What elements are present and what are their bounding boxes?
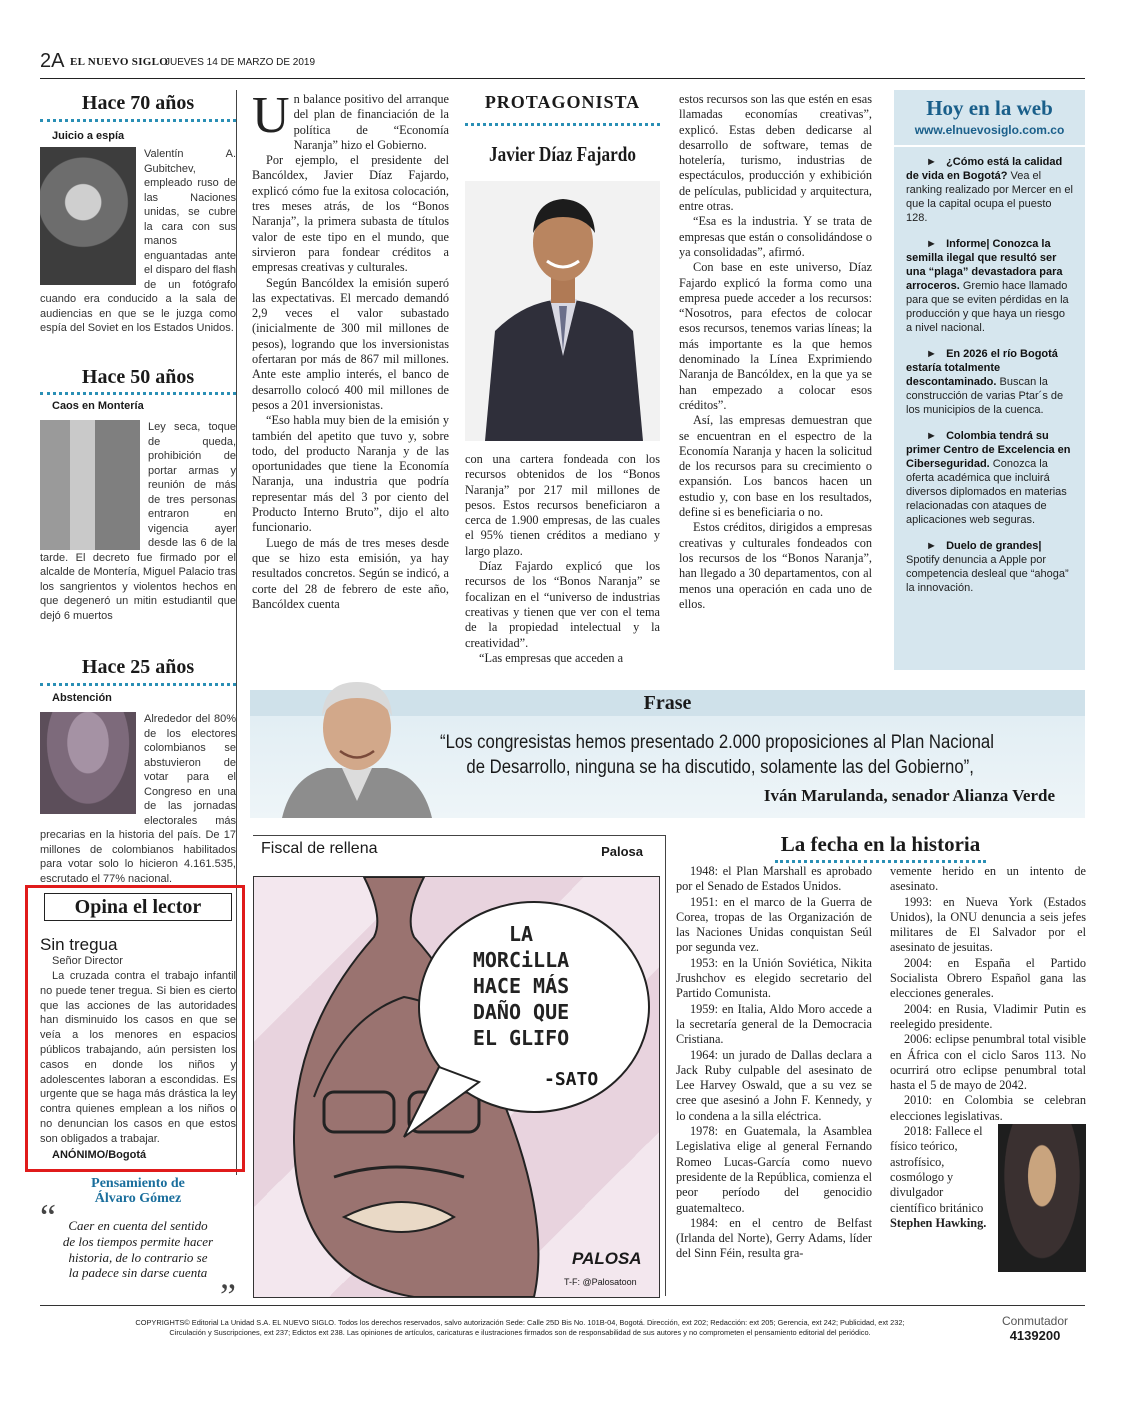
article-paragraph: “Esa es la industria. Y se trata de empresas que están o consolidándose o ya consolidadas”, afirmó. — [679, 214, 872, 259]
opina-signature: ANÓNIMO/Bogotá — [52, 1148, 147, 1161]
bubble-line: HACE MÁS — [472, 974, 570, 998]
pensamiento-title-2: Álvaro Gómez — [94, 1191, 182, 1206]
opina-text: La cruzada contra el trabajo infantil no puede tener tregua. Si bien es cierto que las acciones de las autoridades han disminuido los casos en que se veía a los menores en espacios públicos trabajando, aún persisten los casos en donde los niños y adolescentes laboran a escondidas. Es urgente que se haga más drástica la ley contra quienes emplean a los niños o no denuncian los casos en que estos son obligados a trabajar. — [40, 970, 236, 1145]
hace-70-section — [40, 92, 236, 336]
cartoon-artist: Palosa — [601, 844, 643, 859]
protagonista-box — [465, 92, 660, 441]
opina-headline: Sin tregua — [40, 935, 118, 954]
historia-column-2 — [890, 864, 1086, 1272]
hace-70-title: Hace 70 años — [40, 92, 236, 122]
pensamiento-section — [40, 1176, 236, 1317]
cartoon-title: Fiscal de rellena — [261, 840, 378, 857]
historia-item: 2018: Fallece el físico teórico, astrofísico, cosmólogo y divulgador científico británico — [890, 1124, 984, 1215]
hace-25-subtitle: Abstención — [52, 692, 112, 704]
frase-portrait — [282, 676, 432, 818]
cartoon-credit: T-F: @Palosatoon — [564, 1277, 637, 1287]
publication-date: JUEVES 14 DE MARZO DE 2019 — [165, 57, 316, 68]
frase-author: Iván Marulanda, senador Alianza Verde — [763, 786, 1055, 805]
cartoon-panel — [253, 876, 660, 1298]
article-paragraph: “Eso habla muy bien de la emisión y también del apetito que tuvo y, sobre todo, del producto Naranja y de las oportunidades que tiene la Economía Naranja, una industria que podría representar más del 3 por ciento del Producto Interno Bruto”, dijo el alto funcionario. — [252, 413, 449, 535]
spy-photo — [40, 147, 136, 285]
frase-line-1: “Los congresistas hemos presentado 2.000 proposiciones al Plan Nacional — [440, 732, 994, 753]
web-item[interactable]: ► Colombia tendrá su primer Centro de Excelencia en Ciberseguridad. Conozca la oferta académica que incluirá diversos diplomados en materias relacionadas con ataques de aplicaciones web seguras. — [906, 430, 1071, 526]
article-column-2 — [465, 452, 660, 666]
hoy-en-la-web — [894, 90, 1085, 670]
footer — [40, 1305, 1085, 1343]
hace-70-subtitle: Juicio a espía — [52, 130, 125, 142]
historia-item: 1978: en Guatemala, la Asamblea Legislativa elige al general Fernando Romeo Lucas-García como nuevo presidente de la República, comienza el peor período del genocidio guatemalteco. — [676, 1124, 872, 1215]
historia-title: La fecha en la historia — [775, 832, 987, 863]
close-quote-mark: ” — [220, 1276, 236, 1317]
arrow-icon: ► — [926, 348, 937, 360]
opina-el-lector — [40, 893, 236, 1161]
historia-item: 2004: en España el Partido Socialista Obrero Español gana las elecciones generales. — [890, 955, 1086, 1001]
article-paragraph: Así, las empresas demuestran que se encuentran en el espectro de la Economía Naranja y hacen la solicitud de los recursos para su crecimiento o expansión. Los bancos hacen un estudio y, con base en los resultados, define si es beneficiaria o no. — [679, 413, 872, 520]
paper-name: EL NUEVO SIGLO — [70, 56, 169, 68]
historia-item: 2006: eclipse penumbral total visible en África con el ciclo Saros 113. No ocurrirá otro eclipse penumbral total hasta el 5 de mayo de 2042. — [890, 1032, 1086, 1093]
hace-25-section — [40, 656, 236, 886]
article-paragraph: Díaz Fajardo explicó que los recursos de los “Bonos Naranja” se focalizan en el “universo de industrias creativas y tienen que ver con el tema de la propiedad intelectual y la creatividad”. — [465, 559, 660, 650]
conmutador-number: 4139200 — [1009, 1328, 1061, 1343]
frase-line-2: de Desarrollo, ninguna se ha discutido, solamente las del Gobierno”, — [466, 757, 974, 778]
historia-item: 1953: en la Unión Soviética, Nikita Jrushchov es elegido secretario del Partido Comunista. — [676, 955, 872, 1001]
opina-title: Opina el lector — [44, 893, 232, 921]
historia-column-1 — [676, 864, 872, 1262]
article-column-3 — [679, 92, 872, 612]
footer-copyright: COPYRIGHTS© Editorial La Unidad S.A. EL NUEVO SIGLO. Todos los derechos reservados, salvo autorización Sede: Calle 25D Bis No. 101B-04, Bogotá. Dirección, ext 202; Redacción: ext 205; Gerencia, ext 242; Publicidad, ext 232; — [135, 1318, 905, 1327]
web-title: Hoy en la web — [926, 96, 1053, 120]
historia-name: Stephen Hawking. — [890, 1215, 987, 1230]
historia-item: 2010: en Colombia se celebran elecciones legislativas. — [890, 1093, 1086, 1123]
hace-50-subtitle: Caos en Montería — [52, 400, 144, 412]
article-paragraph: “Las empresas que acceden a — [479, 650, 624, 665]
hace-70-text: Valentín A. Gubitchev, empleado ruso de las Naciones unidas, se cubre la cara con sus manos enguantadas ante el disparo del flash de un fotógrafo cuando era conducido a la sala de audiencias en que se le juzga como espía del Soviet en los Estados Unidos. — [40, 148, 236, 334]
pensamiento-quote: Caer en cuenta del sentido de los tiempos permite hacer historia, de lo contrario se la padece sin darse cuenta — [62, 1218, 214, 1281]
cartoon-signature: PALOSA — [572, 1249, 642, 1268]
historia-section — [676, 832, 1085, 861]
article-paragraph: con una cartera fondeada con los recursos obtenidos de los “Bonos Naranja” por 217 mil millones de pesos. Estos recursos beneficiaron a cerca de 1.900 empresas, de las cuales el 95% tienen créditos a mediano y largo plazo. — [465, 452, 660, 558]
bubble-line: MORCiLLA — [472, 948, 570, 972]
web-item[interactable]: ► Informe| Conozca la semilla ilegal que resultó ser una “plaga” devastadora para arroceros. Gremio hace llamado para que se eviten pérdidas en la producción y que haya un riesgo a nivel nacional. — [906, 238, 1069, 334]
article-paragraph: estos recursos son las que estén en esas llamadas economías creativas”, explicó. Estas deben dedicarse al desarrollo de software, temas de hotelería, turismo, industrias de espectáculos, producción y exhibición de películas, publicidad y arquitectura, entre otras. — [679, 92, 872, 214]
footer-line-2: Circulación y Suscripciones, ext 237; Edictos ext 238. Las opiniones de artículos, caricaturas e ilustraciones firmados son de responsabilidad de sus autores y no comprometen el pensamiento editorial del periódico. — [169, 1328, 871, 1337]
monteria-photo — [40, 420, 140, 550]
hace-25-text: Alrededor del 80% de los electores colombianos se abstuvieron de votar para el Congreso en una de las jornadas electorales más precarias en la historia del país. De 17 millones de colombianos habilitados para votar solo lo hicieron 4.161.535, escrutado el 77% nacional. — [40, 713, 236, 885]
abstention-photo — [40, 712, 136, 814]
web-item[interactable]: ► ¿Cómo está la calidad de vida en Bogotá? Vea el ranking realizado por Mercer en el que la capital ocupa el puesto 128. — [906, 156, 1073, 224]
bubble-line: EL GLIFO — [472, 1026, 570, 1050]
web-url[interactable]: www.elnuevosiglo.com.co — [894, 123, 1085, 147]
arrow-icon: ► — [926, 156, 937, 168]
web-item[interactable]: ► En 2026 el río Bogotá estaría totalmente descontaminado. Buscan la construcción de varias Ptar´s de los municipios de la cuenca. — [906, 348, 1064, 416]
dropcap: U — [252, 87, 290, 144]
protagonista-photo — [465, 181, 660, 441]
historia-item: 1993: en Nueva York (Estados Unidos), la ONU denuncia a seis jefes militares de El Salvador por el asesinato de jesuitas. — [890, 894, 1086, 955]
historia-item: vemente herido en un intento de asesinato. — [890, 864, 1086, 894]
opina-salutation: Señor Director — [52, 955, 123, 967]
arrow-icon: ► — [926, 540, 937, 552]
historia-item: 2004: en Rusia, Vladimir Putin es reelegido presidente. — [890, 1001, 1086, 1031]
historia-item: 1951: en el marco de la Guerra de Corea, tropas de las Organización de las Naciones Unidas conquistan Seúl por segunda vez. — [676, 894, 872, 955]
hace-50-title: Hace 50 años — [40, 366, 236, 395]
cartoon-section — [253, 835, 666, 1296]
masthead — [40, 50, 1085, 79]
article-paragraph: Por ejemplo, el presidente del Bancóldex, Javier Díaz Fajardo, explicó cómo fue la exitosa colocación, tres meses atrás, de los “Bonos Naranja”, la primera subasta de títulos valor de este tipo en el mundo, que sirvieron para fondear créditos a empresas creativas y culturales. — [252, 153, 449, 275]
hace-25-title: Hace 25 años — [40, 656, 236, 686]
arrow-icon: ► — [926, 238, 937, 250]
open-quote-mark: “ — [40, 1197, 56, 1237]
bubble-signature: -SATO — [544, 1069, 599, 1090]
article-paragraph: Según Bancóldex la emisión superó las expectativas. El mercado demandó 2,9 veces el valor subastado (inicialmente de 300 mil millones de pesos), logrando que los inversionistas ofertaran por más de 867 mil millones. Ante este amplio interés, el banco de desarrollo colocó 400 mil millones de pesos a 201 inversionistas. — [252, 275, 449, 412]
pensamiento-title-1: Pensamiento de — [91, 1176, 185, 1191]
historia-item: 1948: el Plan Marshall es aprobado por el Senado de Estados Unidos. — [676, 864, 872, 894]
historia-item: 1964: un jurado de Dallas declara a Jack Ruby culpable del asesinato de Lee Harvey Oswald, que a su vez se cree que asesinó a John F. Kennedy, y lo condena a la silla eléctrica. — [676, 1047, 872, 1123]
hace-50-text: Ley seca, toque de queda, prohibición de portar armas y reunión de más de tres personas entraron en vigencia ayer desde las 6 de la tarde. El decreto fue firmado por el alcalde de Montería, Miguel Palacio tras los sangrientos y violentos hechos en que degeneró un mitin estudiantil que dejó 6 muertos — [40, 421, 236, 622]
portrait-figure — [465, 181, 660, 441]
historia-item: 1984: en el centro de Belfast (Irlanda del Norte), Gerry Adams, líder del Sinn Féin, resulta gra- — [676, 1215, 872, 1261]
article-paragraph: Con base en este universo, Díaz Fajardo explicó la forma como una empresa puede acceder a los recursos: “Nosotros, para efectos de colocar esos recursos, tenemos varias líneas; la más importante es la que hemos denominado la Línea Exprimiendo Naranja de Bancóldex, en la que ya se han empezado a colocar esos créditos”. — [679, 260, 872, 412]
article-column-1 — [252, 87, 449, 612]
article-paragraph: Luego de más de tres meses desde que se hizo esta emisión, ya hay resultados concretos. Según se indicó, a corte del 28 de febrero de este año, Bancóldex cuenta — [252, 535, 449, 611]
web-item[interactable]: ► Duelo de grandes| Spotify denuncia a Apple por competencia desleal que “ahoga” la innovación. — [906, 540, 1069, 594]
protagonista-name: Javier Díaz Fajardo — [489, 142, 636, 166]
article-paragraph: Estos créditos, dirigidos a empresas creativas y culturales fondeados con los recursos de los “Bonos Naranja”, han llegado a 30 departamentos, con al menos una operación en cada uno de ellos. — [679, 520, 872, 611]
page-number: 2A — [40, 50, 65, 72]
conmutador-label: Conmutador — [1001, 1314, 1069, 1328]
hace-50-section — [40, 366, 236, 623]
bubble-line: LA — [508, 922, 534, 946]
historia-item: 1959: en Italia, Aldo Moro accede a la secretaría general de la Democracia Cristiana. — [676, 1001, 872, 1047]
article-lead: n balance positivo del arranque del plan de financiación de la política de “Economía Naranja” hizo el Gobierno. — [293, 92, 449, 152]
hawking-photo — [998, 1124, 1086, 1272]
arrow-icon: ► — [926, 430, 937, 442]
protagonista-label: PROTAGONISTA — [465, 92, 660, 126]
frase-title: Frase — [643, 692, 692, 714]
bubble-line: DAÑO QUE — [472, 1000, 570, 1024]
